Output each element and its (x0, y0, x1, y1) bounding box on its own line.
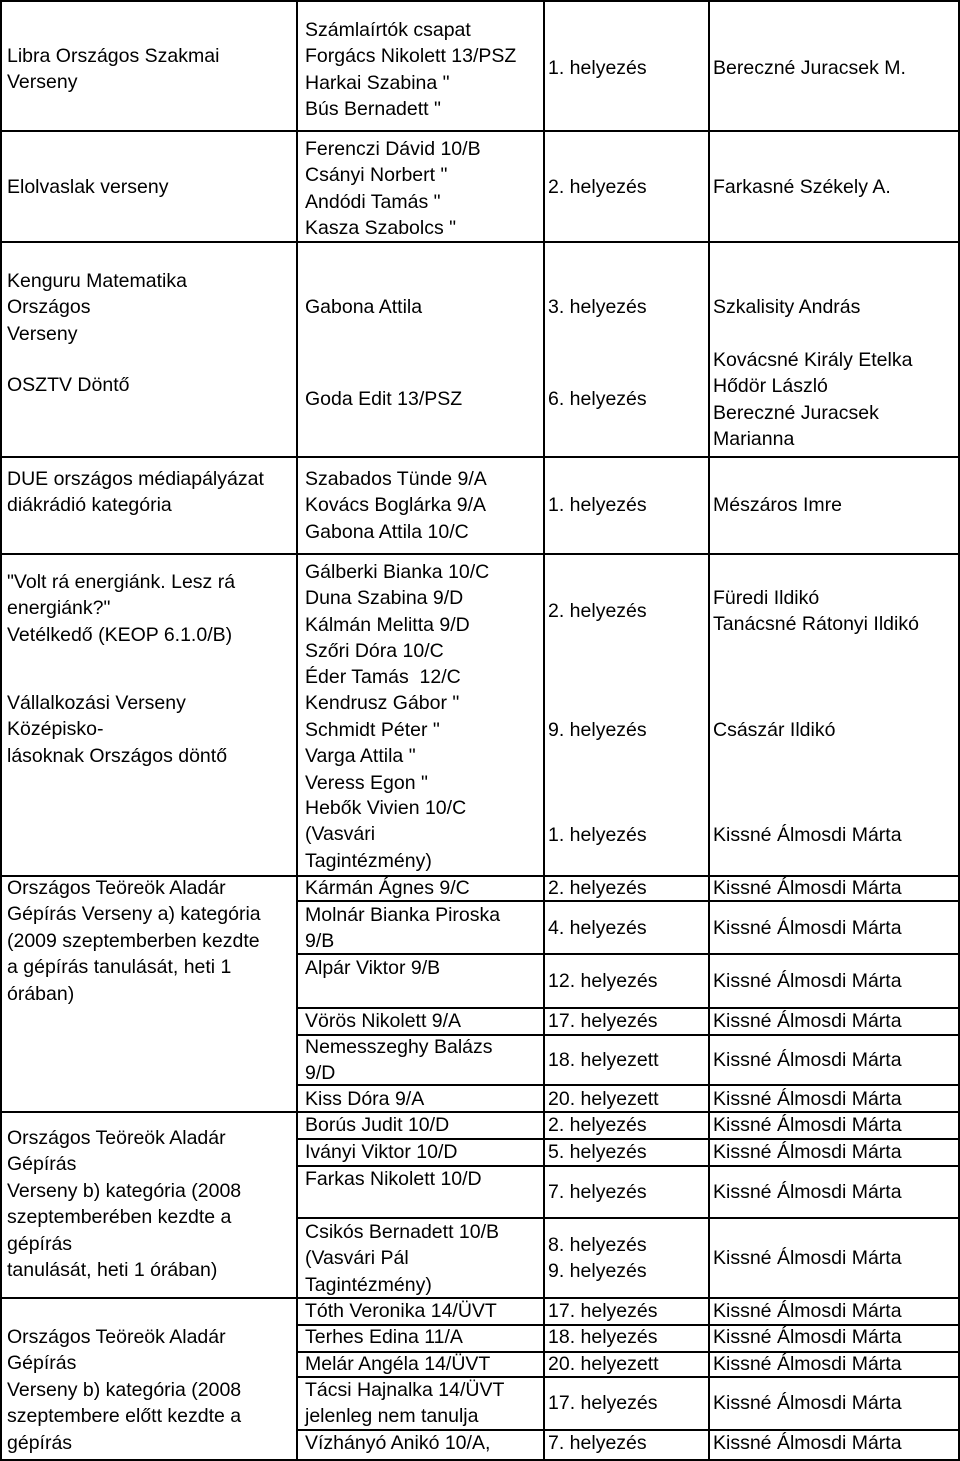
student-text: Tóth Veronika 14/ÜVT (305, 1300, 497, 1322)
student-text: Ferenczi Dávid 10/B (305, 138, 481, 160)
place-text: 2. helyezés (548, 600, 647, 622)
event-text: Vetélkedő (KEOP 6.1.0/B) (7, 623, 233, 646)
teacher-text: Hődör László (713, 375, 828, 398)
column-divider (543, 0, 545, 1461)
event-text: "Volt rá energiánk. Lesz rá (7, 571, 236, 593)
event-text: lásoknak Országos döntő (7, 744, 228, 767)
student-text: Schmidt Péter " (305, 718, 440, 741)
student-text: (Vasvári Pál (305, 1247, 409, 1270)
student-text: Gabona Attila (305, 296, 423, 318)
student-text: Veress Egon " (305, 771, 428, 794)
teacher-text: Kissné Álmosdi Márta (713, 1392, 902, 1414)
teacher-text: Kissné Álmosdi Márta (713, 1010, 902, 1032)
teacher-text: Császár Ildikó (713, 719, 836, 741)
student-text: Nemesszeghy Balázs (305, 1036, 493, 1058)
student-text: Varga Attila " (305, 745, 416, 768)
teacher-text: Kissné Álmosdi Márta (713, 917, 902, 939)
teacher-text: Tanácsné Rátonyi Ildikó (713, 613, 919, 636)
event-text: tanulását, heti 1 órában) (7, 1259, 218, 1281)
teacher-text: Kissné Álmosdi Márta (713, 970, 902, 992)
student-text: 9/B (305, 930, 335, 953)
place-text: 4. helyezés (548, 917, 647, 939)
event-text: Libra Országos Szakmai (7, 45, 220, 67)
event-text: energiánk?" (7, 597, 111, 620)
event-text: Országos Teöreök Aladár (7, 877, 226, 899)
place-text: 18. helyezés (548, 1326, 658, 1348)
place-text: 17. helyezés (548, 1392, 658, 1414)
student-text: Kármán Ágnes 9/C (305, 877, 470, 899)
student-text: Kendrusz Gábor " (305, 692, 460, 715)
student-text: Tagintézmény) (305, 849, 432, 872)
student-text: Terhes Edina 11/A (305, 1326, 463, 1348)
place-text: 12. helyezés (548, 970, 658, 992)
teacher-text: Kissné Álmosdi Márta (713, 1181, 902, 1203)
event-text: OSZTV Döntő (7, 374, 130, 396)
row-divider (0, 553, 960, 555)
student-text: Szabados Tünde 9/A (305, 468, 487, 490)
event-text: órában) (7, 982, 75, 1005)
student-text: Csikós Bernadett 10/B (305, 1221, 500, 1243)
student-text: (Vasvári (305, 823, 376, 846)
event-text: Gépírás (7, 1352, 77, 1375)
column-divider (0, 0, 2, 1461)
student-text: Iványi Viktor 10/D (305, 1141, 458, 1163)
student-text: Szőri Dóra 10/C (305, 640, 444, 663)
place-text: 8. helyezés (548, 1234, 647, 1256)
student-text: Harkai Szabina " (305, 71, 450, 94)
student-text: Melár Angéla 14/ÜVT (305, 1353, 491, 1375)
student-text: Hebők Vivien 10/C (305, 797, 467, 819)
teacher-text: Kissné Álmosdi Márta (713, 1432, 902, 1454)
student-text: Éder Tamás 12/C (305, 666, 461, 688)
event-text: diákrádió kategória (7, 494, 172, 517)
teacher-text: Bereczné Juracsek (713, 401, 879, 424)
row-divider (0, 0, 960, 2)
event-text: Országos Teöreök Aladár (7, 1127, 226, 1149)
teacher-text: Kissné Álmosdi Márta (713, 1049, 902, 1071)
event-text: szeptembere előtt kezdte a (7, 1405, 242, 1428)
place-text: 9. helyezés (548, 1260, 647, 1283)
teacher-text: Farkasné Székely A. (713, 176, 891, 198)
place-text: 17. helyezés (548, 1010, 658, 1032)
student-text: Goda Edit 13/PSZ (305, 388, 463, 410)
teacher-text: Kissné Álmosdi Márta (713, 1141, 902, 1163)
teacher-text: Marianna (713, 428, 795, 451)
event-text: Vállalkozási Verseny (7, 692, 186, 714)
place-text: 1. helyezés (548, 494, 647, 516)
student-text: Kasza Szabolcs " (305, 217, 457, 240)
teacher-text: Kissné Álmosdi Márta (713, 1114, 902, 1136)
place-text: 2. helyezés (548, 1114, 647, 1136)
student-text: Gabona Attila 10/C (305, 520, 469, 543)
teacher-text: Kissné Álmosdi Márta (713, 1326, 902, 1348)
row-divider (0, 241, 960, 243)
place-text: 20. helyezett (548, 1353, 659, 1375)
student-text: Tácsi Hajnalka 14/ÜVT (305, 1379, 505, 1401)
event-text: Középisko- (7, 718, 104, 741)
student-text: Gálberki Bianka 10/C (305, 561, 490, 583)
group-divider (0, 1297, 296, 1299)
student-text: Vízhányó Anikó 10/A, (305, 1432, 491, 1454)
place-text: 3. helyezés (548, 296, 647, 318)
place-text: 2. helyezés (548, 176, 647, 198)
teacher-text: Bereczné Juracsek M. (713, 57, 906, 79)
student-text: Kovács Boglárka 9/A (305, 494, 487, 517)
event-text: a gépírás tanulását, heti 1 (7, 956, 232, 979)
column-divider (708, 0, 710, 1461)
event-text: szeptemberében kezdte a (7, 1206, 232, 1229)
event-text: Verseny (7, 322, 78, 345)
student-text: jelenleg nem tanulja (305, 1405, 479, 1428)
student-text: Duna Szabina 9/D (305, 587, 464, 610)
group-divider (0, 1111, 296, 1113)
event-text: Verseny b) kategória (2008 (7, 1378, 242, 1401)
event-text: Kenguru Matematika (7, 270, 187, 292)
student-text: Kiss Dóra 9/A (305, 1088, 425, 1110)
event-text: Országos (7, 296, 91, 319)
place-text: 1. helyezés (548, 57, 647, 79)
event-text: (2009 szeptemberben kezdte (7, 929, 260, 952)
teacher-text: Mészáros Imre (713, 494, 842, 516)
event-text: DUE országos médiapályázat (7, 468, 264, 490)
teacher-text: Kissné Álmosdi Márta (713, 877, 902, 899)
student-text: Forgács Nikolett 13/PSZ (305, 45, 517, 68)
student-text: Borús Judit 10/D (305, 1114, 450, 1136)
student-text: Andódi Tamás " (305, 190, 441, 213)
teacher-text: Kissné Álmosdi Márta (713, 1300, 902, 1322)
place-text: 2. helyezés (548, 877, 647, 899)
place-text: 7. helyezés (548, 1432, 647, 1454)
teacher-text: Kovácsné Király Etelka (713, 349, 913, 371)
student-text: Tagintézmény) (305, 1273, 432, 1296)
teacher-text: Kissné Álmosdi Márta (713, 1088, 902, 1110)
student-text: 9/D (305, 1062, 336, 1085)
column-divider (296, 0, 298, 1461)
event-text: Verseny b) kategória (2008 (7, 1179, 242, 1202)
student-text: Számlaírtók csapat (305, 19, 471, 41)
row-divider (0, 456, 960, 458)
student-text: Alpár Viktor 9/B (305, 957, 441, 979)
student-text: Bús Bernadett " (305, 98, 441, 121)
event-text: Elolvaslak verseny (7, 176, 169, 198)
place-text: 5. helyezés (548, 1141, 647, 1163)
place-text: 1. helyezés (548, 824, 647, 846)
teacher-text: Kissné Álmosdi Márta (713, 1353, 902, 1375)
place-text: 20. helyezett (548, 1088, 659, 1110)
teacher-text: Kissné Álmosdi Márta (713, 824, 902, 846)
place-text: 18. helyezett (548, 1049, 659, 1071)
student-text: Kálmán Melitta 9/D (305, 613, 470, 636)
row-divider (0, 130, 960, 132)
event-text: Verseny (7, 71, 78, 94)
event-text: gépírás (7, 1232, 73, 1255)
teacher-text: Füredi Ildikó (713, 587, 820, 609)
teacher-text: Szkalisity András (713, 296, 861, 318)
event-text: Országos Teöreök Aladár (7, 1326, 226, 1348)
event-text: Gépírás Verseny a) kategória (7, 903, 261, 926)
place-text: 17. helyezés (548, 1300, 658, 1322)
place-text: 9. helyezés (548, 719, 647, 741)
place-text: 6. helyezés (548, 388, 647, 410)
student-text: Molnár Bianka Piroska (305, 904, 501, 926)
student-text: Farkas Nikolett 10/D (305, 1168, 482, 1190)
event-text: Gépírás (7, 1153, 77, 1176)
teacher-text: Kissné Álmosdi Márta (713, 1247, 902, 1269)
event-text: gépírás (7, 1431, 73, 1454)
place-text: 7. helyezés (548, 1181, 647, 1203)
student-text: Csányi Norbert " (305, 164, 448, 187)
student-text: Vörös Nikolett 9/A (305, 1010, 462, 1032)
